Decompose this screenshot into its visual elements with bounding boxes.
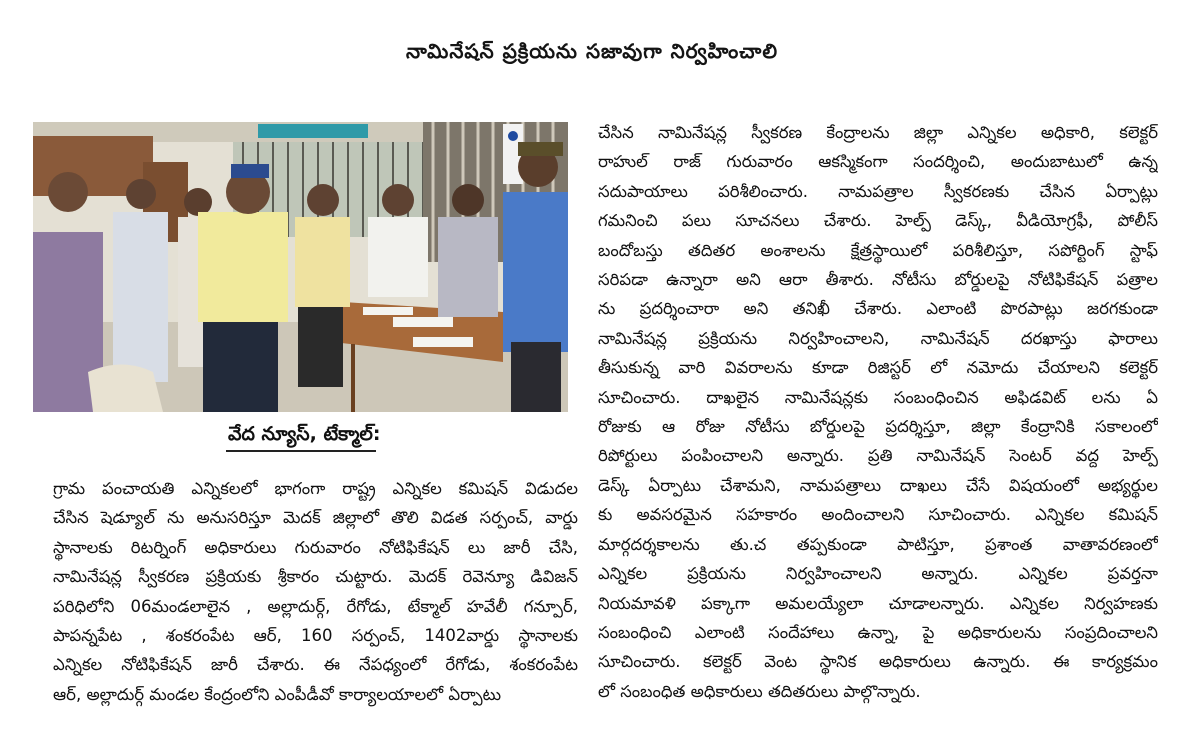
article-line: సూచించారు. కలెక్టర్ వెంట స్థానిక అధికారులు ఉన్నారు. ఈ కార్యక్రమం [598, 652, 1158, 672]
article-line: గమనించి పలు సూచనలు చేశారు. హెల్ప్ డెస్క్, వీడియోగ్రఫీ, పోలీస్ [598, 211, 1158, 231]
byline: వేద న్యూస్, టేక్మాల్: [228, 423, 381, 445]
article-column-left [53, 474, 578, 709]
article-line: చేసిన షెడ్యూల్ ను అనుసరిస్తూ మెదక్ జిల్లాలో తొలి విడత సర్పంచ్, వార్డు [53, 508, 578, 528]
article-line: సరిపడా ఉన్నారా అని ఆరా తీశారు. నోటీసు బోర్డులపై నోటిఫికేషన్ పత్రాల [598, 270, 1158, 290]
article-line: పరిధిలోని 06మండలాలైన , అల్లాదుర్గ్, రేగోడు, టేక్మాల్ హవేలీ గన్పూర్, [53, 596, 578, 616]
article-line: నియమావళి పక్కాగా అమలయ్యేలా చూడాలన్నారు. ఎన్నికల నిర్వహణకు [598, 593, 1158, 613]
article-line: రాహుల్ రాజ్ గురువారం ఆకస్మికంగా సందర్శించి, అందుబాటులో ఉన్న [598, 152, 1158, 172]
article-line: సంబంధించి ఎలాంటి సందేహాలు ఉన్నా, పై అధికారులను సంప్రదించాలని [598, 622, 1158, 642]
article-line: నామినేషన్ల స్వీకరణ ప్రక్రియకు శ్రీకారం చుట్టారు. మెదక్ రెవెన్యూ డివిజన్ [53, 567, 578, 587]
article-line: గ్రామ పంచాయతి ఎన్నికలలో భాగంగా రాష్ట్ర ఎన్నికల కమిషన్ విడుదల [53, 479, 578, 498]
article-line: ను ప్రదర్శించారా అని తనిఖీ చేశారు. ఎలాంటి పొరపాట్లు జరగకుండా [598, 299, 1158, 319]
article-line: పాపన్నపేట , శంకరంపేట ఆర్, 160 సర్పంచ్, 1402వార్డు స్థానాలకు [53, 626, 578, 646]
article-line: మార్గదర్శకాలను తు.చ తప్పకుండా పాటిస్తూ, ప్రశాంత వాతావరణంలో [598, 534, 1158, 554]
article-line: కు అవసరమైన సహకారం అందించాలని సూచించారు. ఎన్నికల కమిషన్ [598, 505, 1158, 525]
article-line: తీసుకున్న వారి వివరాలను కూడా రిజిస్టర్ లో నమోదు చేయాలని కలెక్టర్ [598, 358, 1158, 378]
article-line: సూచించారు. దాఖలైన నామినేషన్లకు సంబంధించిన అఫిడవిట్ లను ఏ [598, 387, 1158, 407]
article-line: డెస్క్ ఏర్పాటు చేశామని, నామపత్రాలు దాఖలు చేసే విషయంలో అభ్యర్థుల [598, 475, 1158, 495]
article-line: రిపోర్టులు పంపించాలని అన్నారు. ప్రతి నామినేషన్ సెంటర్ వద్ద హెల్ప్ [598, 446, 1158, 466]
article-line: నామినేషన్ల ప్రక్రియను నిర్వహించాలని, నామినేషన్ దరఖాస్తు ఫారాలు [598, 328, 1158, 348]
headline: నామినేషన్ ప్రక్రియను సజావుగా నిర్వహించాలి [406, 39, 778, 63]
article-line: బందోబస్తు తదితర అంశాలను క్షేత్రస్థాయిలో పరిశీలిస్తూ, సపోర్టింగ్ స్టాఫ్ [598, 240, 1158, 260]
news-photo [33, 122, 568, 412]
article-line: ఎన్నికల నోటిఫికేషన్ జారీ చేశారు. ఈ నేపధ్యంలో రేగోడు, శంకరంపేట [53, 655, 578, 675]
byline-underline [226, 450, 376, 452]
article-line: సదుపాయాలు పరిశీలించారు. నామపత్రాల స్వీకరణకు చేసిన ఏర్పాట్లు [598, 181, 1158, 201]
article-line: లో సంబంధిత అధికారులు తదితరులు పాల్గొన్నారు. [598, 681, 921, 701]
article-line: చేసిన నామినేషన్ల స్వీకరణ కేంద్రాలను జిల్లా ఎన్నికల అధికారి, కలెక్టర్ [598, 123, 1158, 142]
article-line: రోజుకు ఆ రోజు నోటీసు బోర్డులపై ప్రదర్శిస్తూ, జిల్లా కేంద్రానికి సకాలంలో [598, 417, 1158, 437]
article-line: స్థానాలకు రిటర్నింగ్ అధికారులు గురువారం నోటిఫికేషన్ లు జారీ చేసి, [53, 537, 578, 557]
article-column-right [598, 118, 1158, 706]
article-line: ఆర్, అల్లాదుర్గ్ మండల కేంద్రంలోని ఎంపీడీవో కార్యాలయాలలో ఏర్పాటు [53, 684, 502, 704]
article-line: ఎన్నికల ప్రక్రియను నిర్వహించాలని అన్నారు. ఎన్నికల ప్రవర్తనా [598, 564, 1158, 584]
